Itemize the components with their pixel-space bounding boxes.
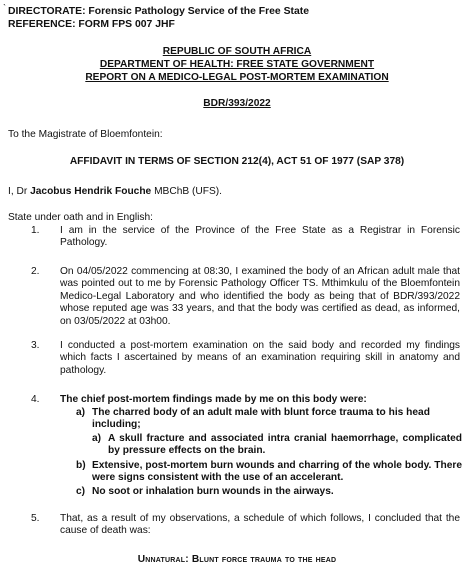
- paragraph-text: That, as a result of my observations, a schedule of which follows, I concluded that the cause of death was:: [60, 513, 460, 537]
- finding-a-sub-text: A skull fracture and associated intra cranial haemorrhage, complicated by pressure effects on the brain.: [108, 433, 462, 457]
- finding-a-text: The charred body of an adult male with blunt force trauma to his head including;: [92, 407, 430, 431]
- finding-label: c): [76, 486, 86, 497]
- report-title: REPORT ON A MEDICO-LEGAL POST-MORTEM EXAMINATION: [85, 72, 389, 83]
- finding-b-text: Extensive, post-mortem burn wounds and charring of the whole body. There were signs consistent with the use of an accelerant.: [92, 460, 462, 484]
- paragraph-text: I conducted a post-mortem examination on the said body and recorded my findings which facts I ascertained by means of an examination requiring skill in anatomy and pathology.: [60, 340, 460, 376]
- finding-label: a): [92, 433, 102, 444]
- paragraph-text: The chief post-mortem findings made by me on this body were:: [60, 394, 367, 405]
- declarant-suffix: MBChB (UFS).: [151, 186, 222, 197]
- document-header: [8, 5, 309, 31]
- cause-of-death: Unnatural: Blunt force trauma to the head: [137, 554, 337, 565]
- addressee: To the Magistrate of Bloemfontein:: [8, 129, 163, 140]
- declarant-prefix: I, Dr: [8, 186, 31, 197]
- finding-c-text: No soot or inhalation burn wounds in the airways.: [92, 486, 334, 497]
- paragraph-text: On 04/05/2022 commencing at 08:30, I examined the body of an African adult male that was pointed out to me by Forensic Pathology Officer TS. Mthimkulu of the Bloemfontein Medico-Legal Laboratory and who identified the body as being that of BDR/393/2022 whose reputed age was 33 years, and that the body was certified as dead, as informed, on 03/05/2022 at 03h00.: [60, 266, 460, 327]
- paragraph-number: 3.: [31, 340, 40, 351]
- oath-line: State under oath and in English:: [8, 212, 153, 223]
- finding-label: b): [76, 460, 86, 471]
- republic-title: REPUBLIC OF SOUTH AFRICA: [162, 46, 312, 57]
- reference-line: REFERENCE: FORM FPS 007 JHF: [8, 19, 175, 30]
- paragraph-number: 2.: [31, 266, 40, 277]
- case-number: BDR/393/2022: [203, 98, 271, 109]
- paragraph-number: 1.: [31, 225, 40, 236]
- declarant-name: Jacobus Hendrik Fouche: [30, 186, 152, 197]
- paragraph-number: 5.: [31, 513, 40, 524]
- margin-mark: `: [3, 3, 6, 13]
- finding-label: a): [76, 407, 86, 418]
- directorate-line: DIRECTORATE: Forensic Pathology Service of the Free State: [8, 6, 310, 17]
- affidavit-title: AFFIDAVIT IN TERMS OF SECTION 212(4), ACT 51 OF 1977 (SAP 378): [69, 156, 405, 167]
- paragraph-text: I am in the service of the Province of the Free State as a Registrar in Forensic Pathology.: [60, 225, 460, 249]
- department-title: DEPARTMENT OF HEALTH: FREE STATE GOVERNMENT: [99, 59, 375, 70]
- paragraph-number: 4.: [31, 394, 40, 405]
- declarant-line: [8, 186, 222, 198]
